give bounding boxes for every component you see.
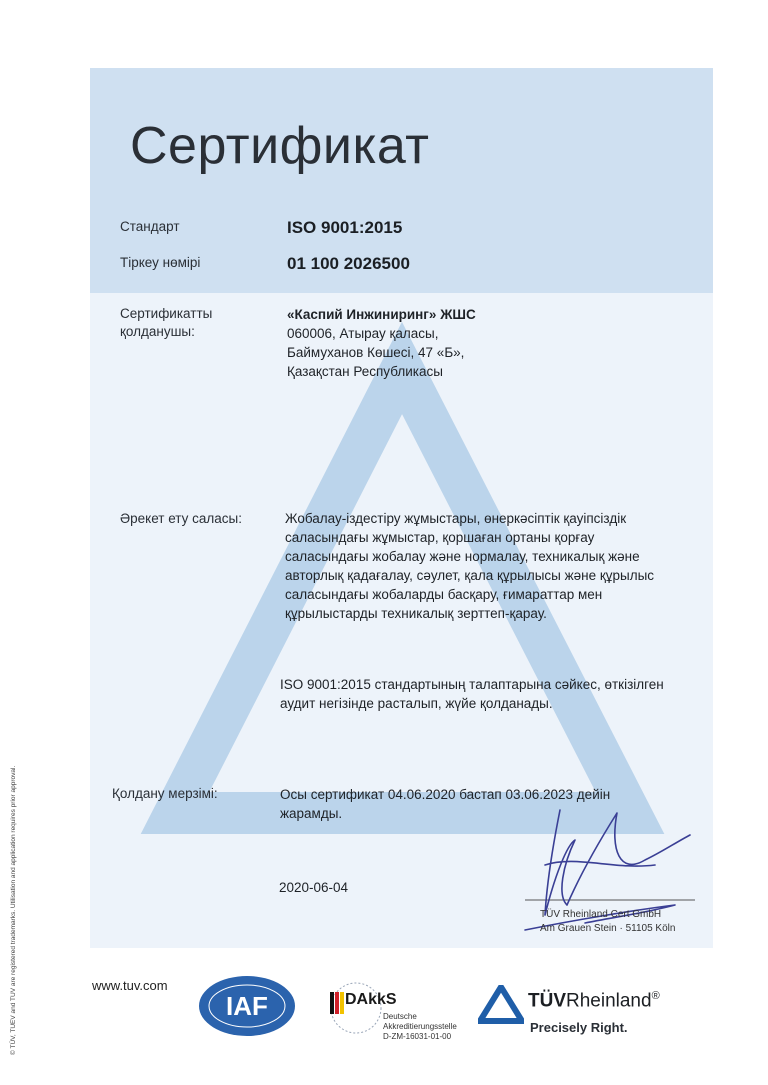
scope-line: авторлық қадағалау, сәулет, қала құрылысы және құрылыс	[285, 568, 655, 583]
audit-line: ISO 9001:2015 стандартының талаптарына сәйкес, өткізілген	[280, 677, 664, 692]
holder-label	[120, 305, 212, 341]
scope-label: Әрекет ету саласы:	[120, 511, 242, 526]
scope-text	[285, 509, 654, 623]
standard-label: Стандарт	[120, 219, 180, 234]
dakks-details	[383, 1012, 457, 1042]
website-link[interactable]: www.tuv.com	[92, 978, 168, 993]
issuer-block	[540, 908, 675, 936]
issuer-address: Am Grauen Stein · 51105 Köln	[540, 923, 676, 934]
issue-date: 2020-06-04	[279, 880, 349, 895]
holder-label-line: қолданушы:	[120, 324, 195, 339]
registered-mark: ®	[651, 990, 660, 1002]
scope-line: құрылыстарды техникалық зерттеп-қарау.	[285, 606, 547, 621]
dakks-line: D-ZM-16031-01-00	[383, 1032, 452, 1041]
issuer-name: TÜV Rheinland Cert GmbH	[540, 909, 662, 920]
scope-line: Жобалау-іздестіру жұмыстары, өнеркәсіптік қауіпсіздік	[285, 511, 627, 526]
holder-name: «Каспий Инжиниринг» ЖШС	[287, 307, 476, 322]
iaf-logo-text: IAF	[226, 991, 268, 1021]
holder-address-line: 060006, Атырау қаласы,	[287, 326, 439, 341]
audit-line: аудит негізінде расталып, жүйе қолданады.	[280, 696, 553, 711]
certificate-title: Сертификат	[130, 117, 430, 175]
scope-line: саласындағы жобаларды басқару, ғимараттар мен	[285, 587, 603, 602]
scope-line: саласындағы жұмыстар, қоршаған ортаны қорғау	[285, 530, 595, 545]
validity-line: Осы сертификат 04.06.2020 бастап 03.06.2023 дейін	[280, 787, 611, 802]
standard-value: ISO 9001:2015	[287, 218, 403, 237]
iaf-logo-icon	[198, 975, 296, 1037]
tuv-triangle-logo-icon	[478, 985, 524, 1025]
holder-address-line: Қазақстан Республикасы	[287, 364, 443, 379]
registration-label: Тіркеу нөмірі	[120, 255, 201, 270]
registration-value: 01 100 2026500	[287, 254, 410, 273]
audit-statement	[280, 675, 664, 713]
dakks-logo-icon	[326, 980, 386, 1040]
holder-label-line: Сертификатты	[120, 306, 213, 321]
holder-address-line: Баймуханов Көшесі, 47 «Б»,	[287, 345, 465, 360]
dakks-line: Akkreditierungsstelle	[383, 1022, 457, 1031]
tuv-brand-rest: Rheinland	[566, 990, 652, 1012]
tuv-brand	[528, 990, 660, 1012]
holder-block	[287, 305, 476, 381]
dakks-line: Deutsche	[383, 1012, 417, 1021]
scope-line: саласындағы жобалау және нормалау, техникалық және	[285, 549, 640, 564]
trademark-note: © TÜV, TUEV and TUV are registered trademarks. Utilisation and application requires prior approval.	[10, 765, 17, 1055]
tuv-slogan: Precisely Right.	[530, 1020, 628, 1035]
tuv-brand-bold: TÜV	[528, 990, 566, 1012]
validity-label: Қолдану мерзімі:	[112, 786, 218, 801]
dakks-name: DAkkS	[345, 991, 397, 1008]
validity-line: жарамды.	[280, 806, 343, 821]
